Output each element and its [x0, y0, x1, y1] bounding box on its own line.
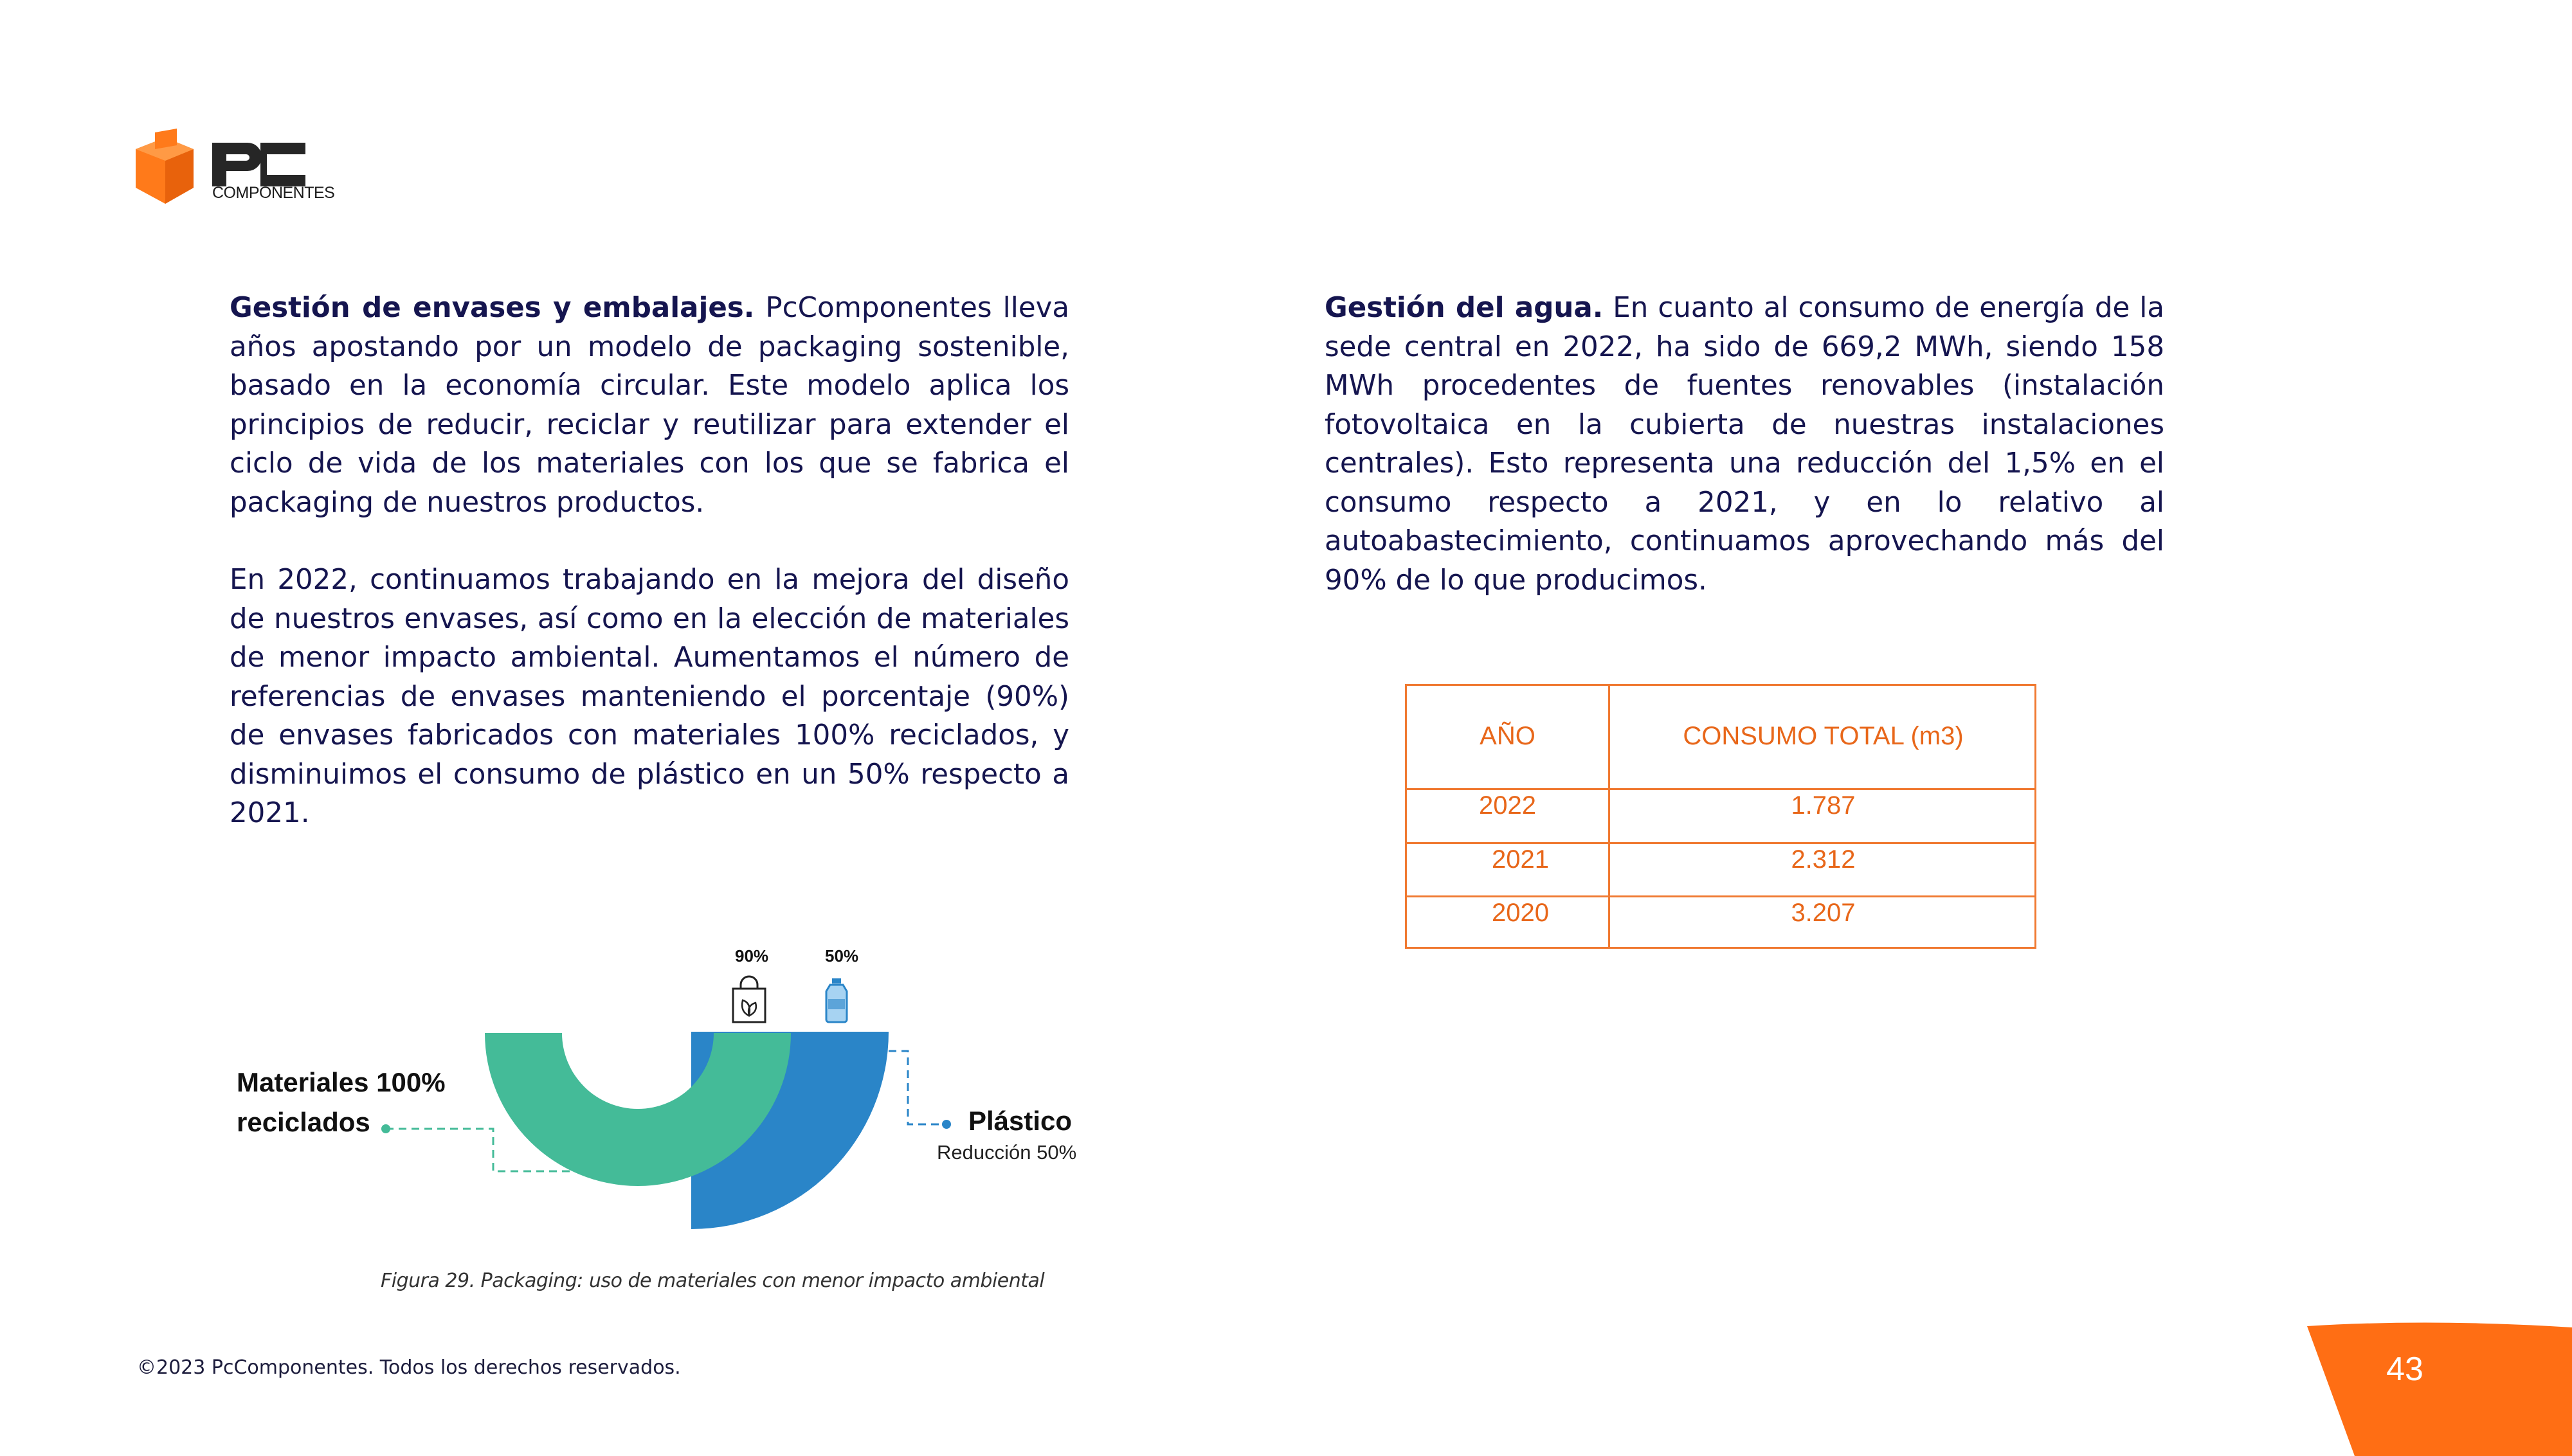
- recycled-label-line2: reciclados: [237, 1107, 370, 1137]
- table-divider: [1407, 788, 2034, 790]
- cell-year-2020: 2020: [1492, 899, 1549, 927]
- header-year: AÑO: [1480, 722, 1535, 750]
- packaging-figure: [225, 932, 1093, 1254]
- water-consumption-table: [1405, 684, 2036, 949]
- page-number-tab: [2302, 1321, 2572, 1456]
- plastic-percentage: 50%: [825, 946, 859, 966]
- logo-subtitle: COMPONENTES: [212, 184, 335, 202]
- recycled-leader-dot: [381, 1124, 390, 1133]
- plastic-leader-line: [889, 1051, 946, 1124]
- water-body: En cuanto al consumo de energía de la sede central en 2022, ha sido de 669,2 MWh, siendo 158 MWh procedentes de fuentes renovables (instalación fotovoltaica en la cubierta de nuestras instalaciones centrales). Esto representa una reducción del 1,5% en el consumo respecto a 2021, y en lo relativo al autoabastecimiento, continuamos aprovechando más del 90% de lo que producimos.: [1325, 292, 2164, 597]
- cell-value-2022: 1.787: [1791, 791, 1856, 820]
- cell-year-2022: 2022: [1479, 791, 1536, 820]
- packaging-body: PcComponentes lleva años apostando por un modelo de packaging sostenible, basado en la economía circular. Este modelo aplica los principios de reducir, reciclar y reutilizar para extender el ciclo de vida de los materiales con los que se fabrica el packaging de nuestros productos.: [230, 292, 1069, 519]
- page-number: 43: [2386, 1351, 2423, 1388]
- left-column: [230, 289, 1069, 833]
- recycled-percentage: 90%: [735, 946, 769, 966]
- table-divider: [1407, 842, 2034, 844]
- cell-value-2020: 3.207: [1791, 899, 1856, 927]
- copyright-text: ©2023 PcComponentes. Todos los derechos reservados.: [137, 1356, 681, 1379]
- plastic-leader-dot: [942, 1120, 951, 1129]
- packaging-2022-paragraph: En 2022, continuamos trabajando en la mejora del diseño de nuestros envases, así como en la elección de materiales de menor impacto ambiental. Aumentamos el número de referencias de envases manteniendo el porcentaje (90%) de envases fabricados con materiales 100% reciclados, y disminuimos el consumo de plástico en un 50% respecto a 2021.: [230, 564, 1069, 829]
- recycled-label-line1: Materiales 100%: [237, 1067, 446, 1097]
- packaging-paragraph: [230, 289, 1069, 522]
- table-divider: [1407, 895, 2034, 897]
- water-bottle-icon: [826, 978, 847, 1022]
- right-column: [1325, 289, 2164, 600]
- cell-value-2021: 2.312: [1791, 845, 1856, 874]
- water-paragraph: [1325, 289, 2164, 600]
- water-heading: Gestión del agua.: [1325, 292, 1604, 324]
- header-consumption: CONSUMO TOTAL (m3): [1683, 722, 1964, 750]
- cell-year-2021: 2021: [1492, 845, 1549, 874]
- packaging-heading: Gestión de envases y embalajes.: [230, 292, 755, 324]
- figure-caption: Figura 29. Packaging: uso de materiales con menor impacto ambiental: [381, 1270, 1045, 1292]
- eco-bag-icon: [733, 976, 765, 1022]
- plastic-sublabel: Reducción 50%: [937, 1141, 1077, 1164]
- plastic-label: Plástico: [968, 1106, 1073, 1136]
